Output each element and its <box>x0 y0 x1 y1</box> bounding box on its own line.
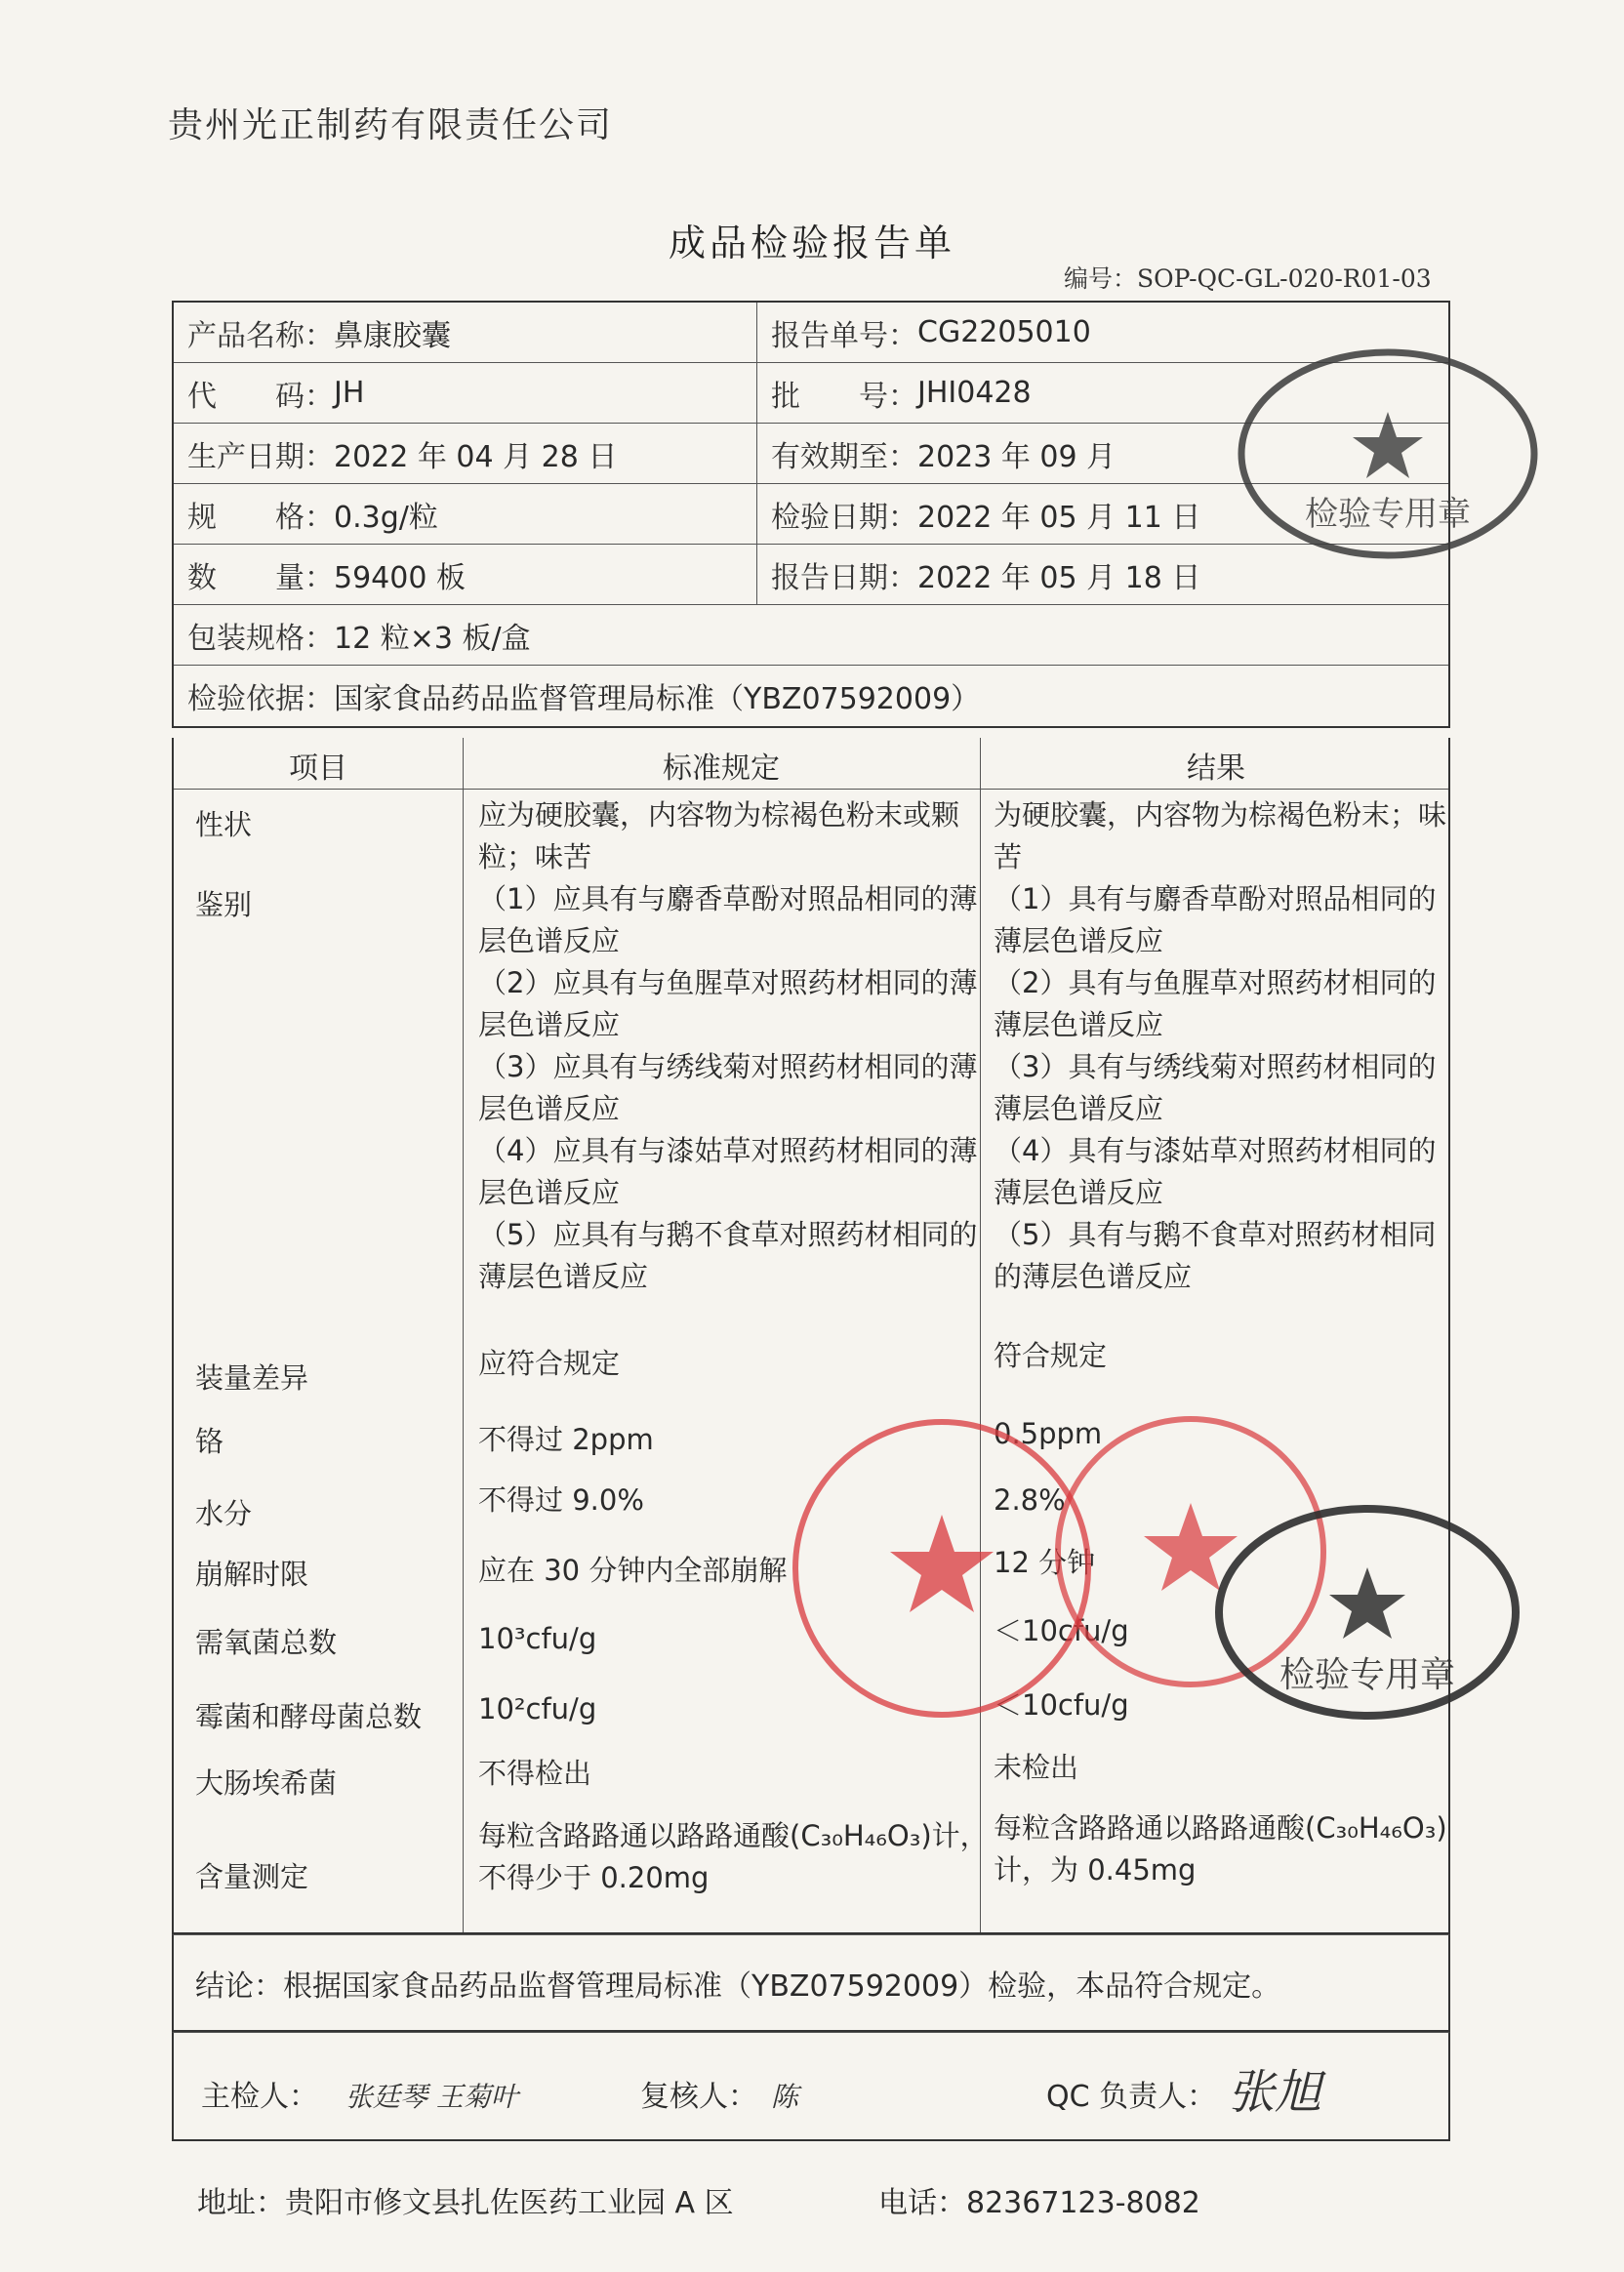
row-standard: 不得过 2ppm <box>478 1423 654 1456</box>
row-item: 含量测定 <box>195 1860 309 1893</box>
code-value: JH <box>334 376 365 410</box>
column-header-item: 项目 <box>289 751 347 786</box>
svg-text:检验专用章: 检验专用章 <box>1279 1655 1456 1695</box>
prod-date-cell <box>174 424 757 483</box>
row-result: （1）具有与麝香草酚对照品相同的薄层色谱反应 （2）具有与鱼腥草对照药材相同的薄层色谱反应 （3）具有与绣线菊对照药材相同的薄层色谱反应 （4）具有与漆姑草对照药材相同的薄层色谱反应 （5）具有与鹅不食草对照药材相同的薄层色谱反应 <box>994 882 1437 1293</box>
company-inspection-stamp-bottom <box>1206 1495 1528 1729</box>
row-item: 装量差异 <box>195 1361 309 1395</box>
quantity-value: 59400 板 <box>334 560 466 595</box>
row-item: 大肠埃希菌 <box>195 1766 338 1800</box>
row-result: 12 分钟 <box>994 1546 1096 1579</box>
row-result: 未检出 <box>994 1751 1079 1784</box>
package-label: 包装规格： <box>187 621 334 656</box>
spec-value: 0.3g/粒 <box>334 500 438 535</box>
document-code-value: SOP-QC-GL-020-R01-03 <box>1137 264 1432 293</box>
spec-label: 规 格： <box>187 500 334 535</box>
column-header-result: 结果 <box>1187 751 1245 786</box>
row-item: 崩解时限 <box>195 1558 309 1591</box>
row-standard: 应符合规定 <box>478 1347 621 1380</box>
row-item: 需氧菌总数 <box>195 1626 338 1659</box>
qc-signature: 张旭 <box>1228 2065 1322 2120</box>
spec-cell <box>174 484 757 544</box>
row-result: 为硬胶囊，内容物为棕褐色粉末；味苦 <box>994 798 1447 873</box>
inspector-label: 主检人： <box>201 2080 318 2114</box>
test-date-value: 2022 年 05 月 11 日 <box>917 500 1201 535</box>
column-header-standard: 标准规定 <box>663 751 780 786</box>
quantity-cell <box>174 545 757 604</box>
batch-value: JHI0428 <box>917 376 1032 410</box>
row-item: 霉菌和酵母菌总数 <box>195 1700 423 1733</box>
company-inspection-stamp-top <box>1232 342 1544 566</box>
row-result: 0.5ppm <box>994 1417 1103 1450</box>
code-cell <box>174 363 757 423</box>
table-header-divider <box>174 789 1448 790</box>
row-item: 铬 <box>195 1425 224 1458</box>
product-name-cell <box>174 303 757 362</box>
row-item: 水分 <box>195 1497 253 1530</box>
prod-date-value: 2022 年 04 月 28 日 <box>334 439 618 474</box>
address: 地址：贵阳市修文县扎佐医药工业园 A 区 <box>197 2186 734 2220</box>
phone: 电话：82367123-8082 <box>878 2186 1200 2220</box>
row-standard: 不得检出 <box>478 1757 592 1790</box>
basis-cell <box>174 666 1448 726</box>
basis-value: 国家食品药品监督管理局标准（YBZ07592009） <box>334 682 981 716</box>
row-standard: 不得过 9.0% <box>478 1483 644 1517</box>
product-name-value: 鼻康胶囊 <box>334 318 451 353</box>
row-item: 鉴别 <box>195 888 253 921</box>
expiry-label: 有效期至： <box>771 439 917 474</box>
report-no-label: 报告单号： <box>771 318 917 353</box>
row-result: 2.8% <box>994 1483 1066 1517</box>
expiry-value: 2023 年 09 月 <box>917 439 1116 474</box>
reviewer-label: 复核人： <box>640 2080 757 2114</box>
row-standard: 应为硬胶囊，内容物为棕褐色粉末或颗粒；味苦 <box>478 798 960 873</box>
report-no-value: CG2205010 <box>917 315 1091 349</box>
row-standard: 每粒含路路通以路路通酸(C₃₀H₄₆O₃)计，不得少于 0.20mg <box>478 1819 989 1894</box>
conclusion: 结论：根据国家食品药品监督管理局标准（YBZ07592009）检验，本品符合规定。 <box>172 1934 1450 2032</box>
basis-label: 检验依据： <box>187 682 334 716</box>
document-code <box>1064 260 1432 295</box>
document-title: 成品检验报告单 <box>668 222 955 264</box>
row-result: ＜10cfu/g <box>994 1688 1129 1722</box>
row-standard: 应在 30 分钟内全部崩解 <box>478 1554 788 1587</box>
reviewer-signature: 陈 <box>771 2081 799 2113</box>
signature-row <box>172 2032 1450 2141</box>
test-date-label: 检验日期： <box>771 500 917 535</box>
column-divider <box>463 738 464 1932</box>
row-result: 每粒含路路通以路路通酸(C₃₀H₄₆O₃)计，为 0.45mg <box>994 1811 1447 1887</box>
quantity-label: 数 量： <box>187 560 334 595</box>
product-name-label: 产品名称： <box>187 318 334 353</box>
package-value: 12 粒×3 板/盒 <box>334 621 531 656</box>
items-table <box>172 738 1450 1934</box>
header-row <box>174 666 1448 726</box>
row-standard: （1）应具有与麝香草酚对照品相同的薄层色谱反应 （2）应具有与鱼腥草对照药材相同的薄层色谱反应 （3）应具有与绣线菊对照药材相同的薄层色谱反应 （4）应具有与漆姑草对照药材相同的薄层色谱反应 （5）应具有与鹅不食草对照药材相同的薄层色谱反应 <box>478 882 978 1293</box>
package-cell <box>174 605 1448 665</box>
svg-text:检验专用章: 检验专用章 <box>1305 495 1471 534</box>
row-result: 符合规定 <box>994 1339 1108 1372</box>
code-label: 代 码： <box>187 379 334 414</box>
prod-date-label: 生产日期： <box>187 439 334 474</box>
report-date-label: 报告日期： <box>771 560 917 595</box>
row-item: 性状 <box>195 808 253 841</box>
header-row <box>174 605 1448 666</box>
row-result: ＜10cfu/g <box>994 1614 1129 1647</box>
batch-label: 批 号： <box>771 379 917 414</box>
report-date-value: 2022 年 05 月 18 日 <box>917 560 1201 595</box>
row-standard: 10³cfu/g <box>478 1622 597 1655</box>
document-code-label: 编号： <box>1064 264 1138 293</box>
company-name: 贵州光正制药有限责任公司 <box>168 105 614 145</box>
inspector-signature: 张廷琴 王菊叶 <box>345 2081 518 2113</box>
qc-label: QC 负责人： <box>1046 2080 1217 2114</box>
row-standard: 10²cfu/g <box>478 1692 597 1725</box>
